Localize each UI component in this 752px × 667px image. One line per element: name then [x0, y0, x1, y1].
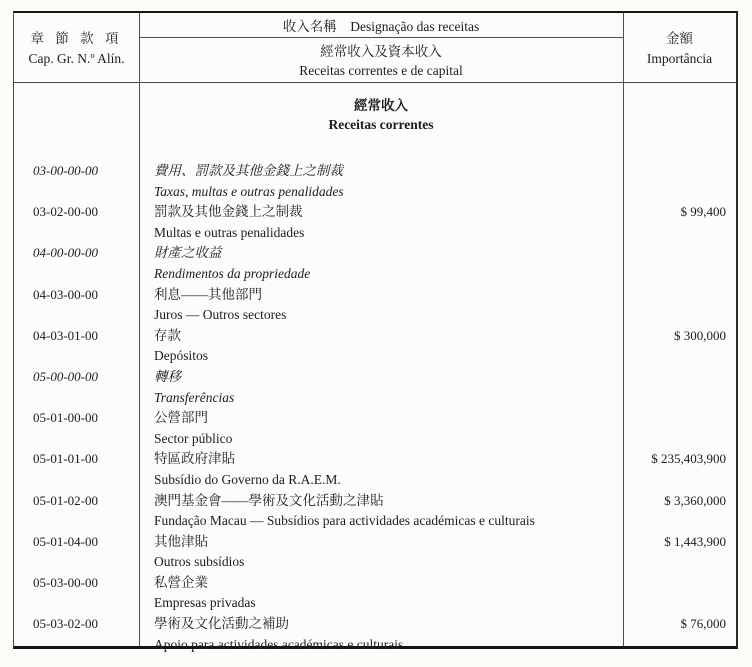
row-description-pt: Multas e outras penalidades: [154, 224, 305, 240]
row-description: [139, 161, 623, 202]
table-row: [14, 367, 736, 408]
row-description-pt: Juros — Outros sectores: [154, 307, 287, 323]
row-amount: $ 235,403,900: [651, 451, 726, 467]
header-designation-subtitle: [139, 38, 623, 83]
row-description: [139, 326, 623, 367]
header-designation-sub-pt: Receitas correntes e de capital: [299, 62, 463, 78]
row-amount: $ 3,360,000: [664, 492, 726, 508]
row-code: 05-01-00-00: [33, 410, 98, 426]
section-title-zh: 經常收入: [354, 98, 408, 113]
table-row: [14, 408, 736, 449]
section-title-pt: Receitas correntes: [328, 117, 434, 132]
header-designation-sub-zh: 經常收入及資本收入: [320, 43, 442, 59]
table-row: [14, 326, 736, 367]
header-amount-zh: 金額: [666, 30, 693, 46]
table-row: [14, 614, 736, 655]
row-description: [139, 408, 623, 449]
row-description-pt: Depósitos: [154, 348, 208, 364]
row-description: [139, 449, 623, 490]
table-header: [14, 13, 736, 83]
row-amount: [623, 243, 736, 284]
row-code: 05-01-04-00: [33, 533, 98, 549]
row-description: [139, 491, 623, 532]
row-description-pt: Sector público: [154, 430, 233, 446]
table-body-rows: [14, 161, 736, 655]
row-description-zh: 存款: [154, 327, 181, 343]
row-amount: [623, 408, 736, 449]
row-code: 05-00-00-00: [33, 368, 98, 384]
row-description-zh: 其他津貼: [154, 533, 208, 549]
row-amount: [623, 573, 736, 614]
header-designation-column: [139, 13, 623, 83]
header-amount-column: [623, 13, 736, 83]
header-amount-pt: Importância: [646, 50, 713, 66]
row-amount: $ 1,443,900: [664, 533, 726, 549]
row-amount: [623, 161, 736, 202]
row-description: [139, 285, 623, 326]
row-amount: $ 99,400: [680, 204, 726, 220]
row-description-pt: Rendimentos da propriedade: [154, 265, 311, 281]
header-designation-title: 收入名稱 Designação das receitas: [139, 13, 623, 38]
table-row: [14, 491, 736, 532]
row-description-pt: Outros subsídios: [154, 554, 245, 570]
row-description-pt: Taxas, multas e outras penalidades: [154, 183, 344, 199]
section-title: [139, 96, 623, 134]
table-row: [14, 573, 736, 614]
row-amount: $ 300,000: [674, 327, 726, 343]
row-description-zh: 學術及文化活動之補助: [154, 616, 289, 632]
table-row: [14, 449, 736, 490]
row-description-zh: 特區政府津貼: [154, 451, 235, 467]
row-description-pt: Fundação Macau — Subsídios para actividades académicas e culturais: [154, 513, 535, 529]
row-description: [139, 367, 623, 408]
header-code-pt: Cap. Gr. N.º Alín.: [28, 50, 125, 66]
row-description: [139, 573, 623, 614]
row-description-pt: Transferências: [154, 389, 235, 405]
row-description-zh: 轉移: [154, 368, 181, 384]
table-row: [14, 161, 736, 202]
row-code: 03-00-00-00: [33, 163, 98, 178]
row-description: [139, 614, 623, 655]
row-code: 04-00-00-00: [33, 245, 98, 261]
table-row: [14, 532, 736, 573]
row-description-zh: 私營企業: [154, 574, 208, 590]
row-description-zh: 財產之收益: [154, 245, 222, 261]
table-row: [14, 285, 736, 326]
row-amount: $ 76,000: [680, 616, 726, 632]
row-description-zh: 公營部門: [154, 410, 208, 426]
header-code-column: [14, 13, 139, 83]
row-code: 05-01-01-00: [33, 451, 98, 467]
row-description-pt: Subsídio do Governo da R.A.E.M.: [154, 471, 341, 487]
row-description: [139, 532, 623, 573]
row-description-zh: 利息——其他部門: [154, 286, 262, 302]
header-code-zh: 章 節 款 項: [30, 30, 123, 46]
column-divider-right: [623, 13, 624, 646]
row-amount: [623, 367, 736, 408]
row-description: [139, 243, 623, 284]
table-row: [14, 202, 736, 243]
table-row: [14, 243, 736, 284]
row-description-zh: 罰款及其他金錢上之制裁: [154, 204, 303, 220]
row-description: [139, 202, 623, 243]
row-description-pt: Empresas privadas: [154, 595, 256, 611]
row-code: 04-03-01-00: [33, 327, 98, 343]
row-code: 05-01-02-00: [33, 492, 98, 508]
column-divider-left: [139, 13, 140, 646]
row-code: 05-03-02-00: [33, 616, 98, 632]
row-amount: [623, 285, 736, 326]
revenue-table: [13, 11, 738, 652]
row-description-zh: 澳門基金會——學術及文化活動之津貼: [154, 492, 384, 508]
row-code: 04-03-00-00: [33, 286, 98, 302]
row-code: 05-03-00-00: [33, 574, 98, 590]
row-description-pt: Apoio para actividades académicas e culturais: [154, 636, 404, 652]
row-code: 03-02-00-00: [33, 204, 98, 220]
row-description-zh: 費用、罰款及其他金錢上之制裁: [154, 163, 343, 178]
